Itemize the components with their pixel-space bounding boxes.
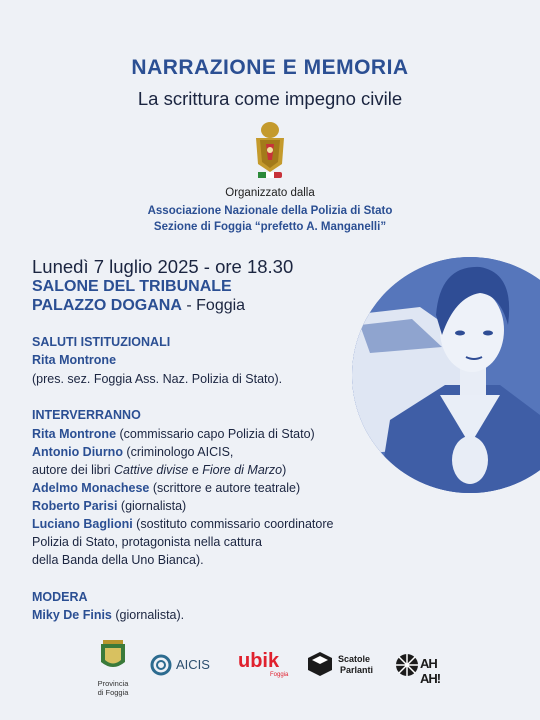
ubik-sublabel: Foggia [270,672,289,678]
aicis-icon [150,654,172,676]
speaker-name: Antonio Diurno [32,445,123,459]
speaker-role-continued: Polizia di Stato, protagonista nella cattura [32,535,262,549]
venue-name: PALAZZO DOGANA [32,297,182,314]
sunburst-icon [394,652,420,678]
speaker-name: Rita Montrone [32,427,117,441]
sponsor-logos [0,640,540,700]
book-title: Cattive divise [114,463,189,477]
moderator-line [32,608,184,622]
speaker-line [32,481,300,495]
books-conjunction: e [188,463,203,477]
moderator-role: (giornalista). [111,608,185,622]
aicis-label: AICIS [176,657,210,672]
speaker-line [32,499,186,513]
books-intro: autore dei libri [32,463,114,477]
ahah-logo [394,652,448,686]
modera-heading: MODERA [32,590,88,604]
speaker-name: Luciano Baglioni [32,517,133,531]
saluti-heading: SALUTI ISTITUZIONALI [32,335,171,349]
organizer-intro: Organizzato dalla [225,187,315,199]
police-emblem-icon [246,120,294,182]
saluti-name: Rita Montrone [32,353,117,367]
saluti-name-line [32,353,116,367]
organizer-section: Sezione di Foggia “prefetto A. Manganelli” [153,221,387,233]
saluti-detail: (pres. sez. Foggia Ass. Naz. Polizia di Stato). [32,372,283,386]
coat-of-arms-icon [92,640,134,674]
book-title: Fiore di Marzo [202,463,283,477]
interverranno-heading: INTERVERRANNO [32,408,141,422]
ubik-label: ubik [238,650,280,672]
portrait-illustration [350,245,540,545]
event-title: NARRAZIONE E MEMORIA [131,56,409,79]
speaker-name: Adelmo Monachese [32,481,150,495]
speaker-line [32,427,315,441]
speaker-books-line [32,463,286,477]
parlanti-label: Parlanti [340,665,374,675]
venue-city: - Foggia [181,297,246,314]
speaker-role-continued: della Banda della Uno Bianca). [32,553,204,567]
moderator-name: Miky De Finis [32,608,112,622]
speaker-role: (scrittore e autore teatrale) [149,481,301,495]
event-subtitle: La scrittura come impegno civile [137,88,403,109]
speaker-name: Roberto Parisi [32,499,118,513]
books-end: ) [282,463,287,477]
speaker-line [32,517,333,531]
aicis-logo [150,652,216,678]
ubik-logo [236,650,290,682]
scatole-label: Scatole [338,654,371,664]
provincia-foggia-logo [92,640,134,697]
organizer-association: Associazione Nazionale della Polizia di Stato [147,205,393,217]
speaker-role: (giornalista) [117,499,187,513]
speaker-role: (commissario capo Polizia di Stato) [116,427,315,441]
scatole-parlanti-logo [306,650,380,682]
venue-line-2 [32,297,245,315]
provincia-label: Provincia di Foggia [97,679,129,697]
ahah-label: AH AH! [420,656,441,686]
box-icon [306,650,334,678]
venue-line-1: SALONE DEL TRIBUNALE [32,278,232,295]
speaker-role: (criminologo AICIS, [122,445,234,459]
event-date: Lunedì 7 luglio 2025 - ore 18.30 [32,256,294,277]
speaker-line [32,445,233,459]
speaker-role: (sostituto commissario coordinatore [132,517,334,531]
